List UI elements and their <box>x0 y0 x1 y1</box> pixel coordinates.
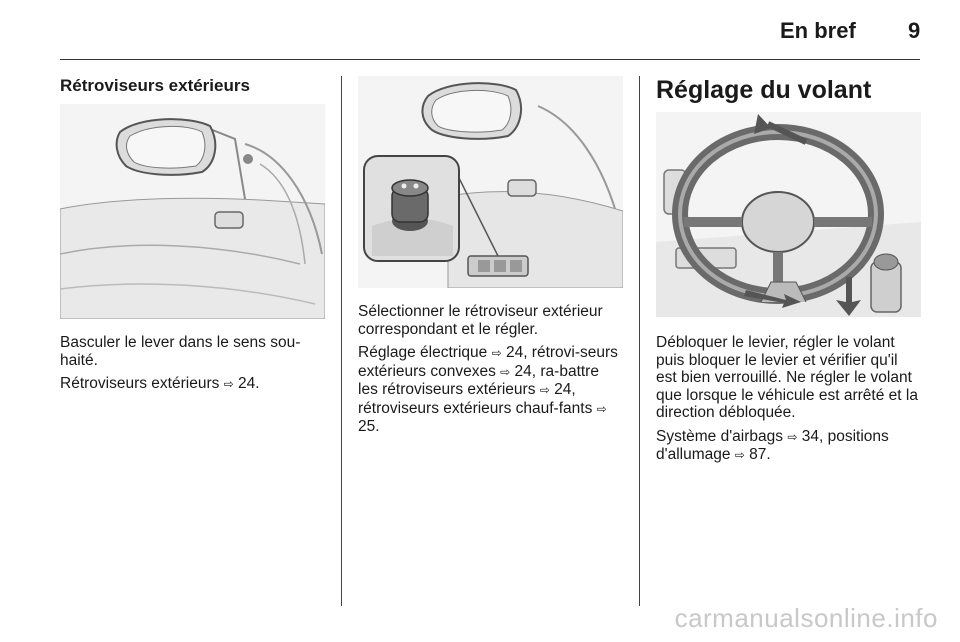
ref-page[interactable]: 87. <box>749 446 771 463</box>
ref-page[interactable]: 24. <box>238 375 260 392</box>
section-heading-steering-wheel: Réglage du volant <box>656 76 872 104</box>
column-divider-2 <box>639 76 640 606</box>
paragraph-mirror-ref <box>60 375 322 394</box>
ref-text: Système d'airbags <box>656 427 784 445</box>
page-header-title: En bref <box>780 18 856 43</box>
electric-mirror-illustration <box>358 76 623 288</box>
paragraph-wheel-refs <box>656 428 922 465</box>
figure-steering-wheel <box>656 112 921 317</box>
ref-text[interactable]: 34, positions d'allumage <box>656 427 889 463</box>
ref-text[interactable]: 24, ra-battre les rétroviseurs extérieurs <box>358 362 599 398</box>
steering-wheel-illustration <box>656 112 921 317</box>
column-1-text <box>60 334 322 400</box>
ref-text: Réglage électrique <box>358 344 488 361</box>
page-ref-arrow-icon: ⇨ <box>500 364 511 379</box>
paragraph-electric-refs <box>358 344 623 436</box>
ref-text[interactable]: 24, rétrovi-seurs extérieurs convexes <box>358 344 618 380</box>
mirror-door-illustration <box>60 104 325 319</box>
page-ref-arrow-icon: ⇨ <box>787 429 798 444</box>
watermark: carmanualsonline.info <box>674 603 938 633</box>
page-ref-arrow-icon: ⇨ <box>539 383 550 397</box>
paragraph-fold-lever: Basculer le lever dans le sens sou-haité. <box>60 334 301 369</box>
page-ref-arrow-icon: ⇨ <box>596 401 607 416</box>
paragraph-adjust-wheel: Débloquer le levier, régler le volant puis bloquer le levier et vérifier qu'il est bien verrouillé. Ne régler le volant que lorsque le véhicule est arrêté et la direction débloquée. <box>656 334 918 421</box>
ref-text: Rétroviseurs extérieurs <box>60 375 220 392</box>
header-divider <box>60 59 920 60</box>
paragraph-select-mirror: Sélectionner le rétroviseur extérieur correspondant et le régler. <box>358 303 603 338</box>
page-ref-arrow-icon: ⇨ <box>491 346 502 360</box>
column-3-text <box>656 334 922 471</box>
column-steering-wheel <box>656 76 921 105</box>
page-ref-arrow-icon: ⇨ <box>734 448 745 462</box>
page-number: 9 <box>908 18 921 43</box>
ref-text[interactable]: 24, rétroviseurs extérieurs chauf-fants <box>358 381 593 417</box>
column-divider-1 <box>341 76 342 606</box>
section-heading-outside-mirrors: Rétroviseurs extérieurs <box>60 76 250 95</box>
ref-page[interactable]: 25. <box>358 418 380 435</box>
figure-folding-mirror <box>60 104 325 319</box>
column-2-text <box>358 303 623 442</box>
column-outside-mirrors <box>60 76 325 96</box>
figure-electric-mirror <box>358 76 623 288</box>
page-ref-arrow-icon: ⇨ <box>223 377 234 391</box>
